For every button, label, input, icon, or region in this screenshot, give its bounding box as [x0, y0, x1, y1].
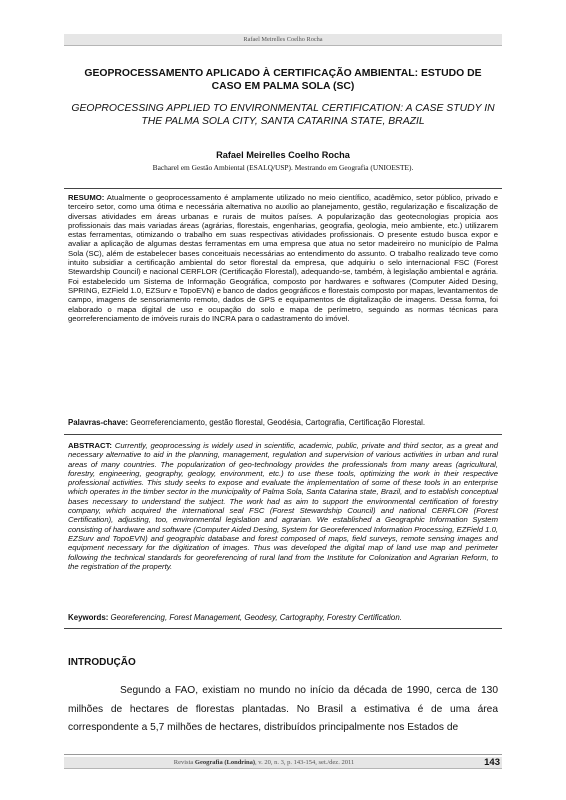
- resumo-block: [68, 193, 498, 323]
- footer-rule: [64, 754, 502, 755]
- abstract-text: Currently, geoprocessing is widely used in scientific, academic, public, private and third sector, as a great and necessary alternative to aid in the planning, management, regulation and supervision of various activities in urban and rural areas of many countries. The popularization of geo-technology provides the professionals from many areas (agricultural, forestry, engineering, geography, geology, environment, etc.) to use these tools, optimizing the work in their respective professional activities. This study seeks to expose and evaluate the implementation of some of these tools in an enterprise which operates in the timber sector in the municipality of Palma Sola, Santa Catarina state, Brazil, and to establish conceptual bases necessary to understand the subject. The work had as aim to support the environmental certification of forestry company, which acquired the international seal FSC (Forest Stewardship Council) and national CERFLOR (Forest Certification), adjusting, too, environmental legislation and agrarian. We established a Geographic Information System consisting of hardware and software (Computer Aided Desing, System for Georeferenced Information Processing, EZField 1.0, EZSurv and TopoEVN) and geographic database and forest composed of maps, field surveys, remote sensing images and equipment necessary for the digitization of images. Thus was developed the digital map of land use map and perimeter following the technical standards for georeferencing of rural land from the Institute for Colonization and Agrarian Reform, to the registration of the property.: [68, 441, 498, 571]
- keywords-label: Keywords:: [68, 613, 109, 622]
- author-name: Rafael Meirelles Coelho Rocha: [216, 150, 350, 160]
- journal-prefix: Revista: [173, 759, 194, 766]
- running-head-author: Rafael Meirelles Coelho Rocha: [243, 36, 323, 43]
- page-number: 143: [484, 757, 500, 768]
- palavras-chave-line: [68, 418, 498, 428]
- palavras-chave-label: Palavras-chave:: [68, 418, 129, 427]
- section-heading-introducao: INTRODUÇÃO: [68, 657, 136, 668]
- journal-citation: [64, 758, 464, 768]
- abstract-bottom-rule: [64, 628, 502, 629]
- palavras-chave-text: Georreferenciamento, gestão florestal, Geodésia, Cartografia, Certificação Florestal.: [130, 418, 426, 427]
- resumo-bottom-rule: [64, 434, 502, 435]
- keywords-text: Georeferencing, Forest Management, Geodesy, Cartography, Forestry Certification.: [110, 613, 402, 622]
- author-affiliation: Bacharel em Gestão Ambiental (ESALQ/USP). Mestrando em Geografia (UNIOESTE).: [152, 163, 414, 172]
- page-footer: [64, 757, 502, 769]
- paper-title-portuguese: GEOPROCESSAMENTO APLICADO À CERTIFICAÇÃO AMBIENTAL: ESTUDO DE CASO EM PALMA SOLA (SC): [84, 68, 482, 92]
- citation-details: , v. 20, n. 3, p. 143-154, set./dez. 2011: [255, 759, 355, 766]
- running-head: [64, 34, 502, 46]
- keywords-line: [68, 613, 498, 623]
- paper-title-english: GEOPROCESSING APPLIED TO ENVIRONMENTAL CERTIFICATION: A CASE STUDY IN THE PALMA SOLA CITY, SANTA CATARINA STATE, BRAZIL: [71, 103, 495, 127]
- journal-name: Geografia (Londrina): [194, 759, 256, 766]
- abstract-label: ABSTRACT:: [68, 441, 112, 450]
- resumo-label: RESUMO:: [68, 193, 105, 202]
- resumo-text: Atualmente o geoprocessamento é amplamente utilizado no meio científico, acadêmico, setor público, privado e terceiro setor, como uma ótima e necessária alternativa no auxílio ao planejamento, gestão, regularização e fiscalização de diversas atividades em áreas urbanas e rurais de muitos países. A popularização das geotecnologias propicia aos profissionais das mais variadas áreas (agrárias, florestais, engenharias, geografia, geologia, meio ambiente, etc.) utilizarem estas ferramentas, otimizando o trabalho em suas respectivas atividades profissionais. O presente estudo busca expor e avaliar a aplicação de algumas destas ferramentas em uma empresa que atua no setor madeireiro no município de Palma Sola (SC), além de estabelecer bases conceituais necessárias ao entendimento do assunto. O trabalho realizado teve como intuito subsidiar a certificação ambiental do setor florestal da empresa, que adquiriu o selo internacional FSC (Forest Stewardship Council) e nacional CERFLOR (Certificação Florestal), adequando-se, também, à legislação ambiental e agrária. Foi estabelecido um Sistema de Informação Geográfica, composto por hardwares e softwares (Computer Aided Desing, SPRING, EZField 1.0, EZSurv e TopoEVN) e banco de dados geográficos e florestais composto por mapas, levantamentos de campo, imagens de sensoriamento remoto, dados de GPS e equipamentos de digitalização de imagens. Dessa forma, foi elaborado o mapa digital de uso e ocupação do solo e mapa de perímetro, seguindo as normas técnicas para georreferenciamento de imóveis rurais do INCRA para o cadastramento do imóvel.: [68, 193, 498, 323]
- abstract-block: [68, 441, 498, 571]
- intro-text: Segundo a FAO, existiam no mundo no início da década de 1990, cerca de 130 milhões de hectares de florestas plantadas. No Brasil a estimativa é de uma área correspondente a 5,7 milhões de hectares, distribuídos principalmente nos Estados de: [68, 685, 498, 733]
- resumo-top-rule: [64, 188, 502, 189]
- intro-paragraph: [68, 682, 498, 738]
